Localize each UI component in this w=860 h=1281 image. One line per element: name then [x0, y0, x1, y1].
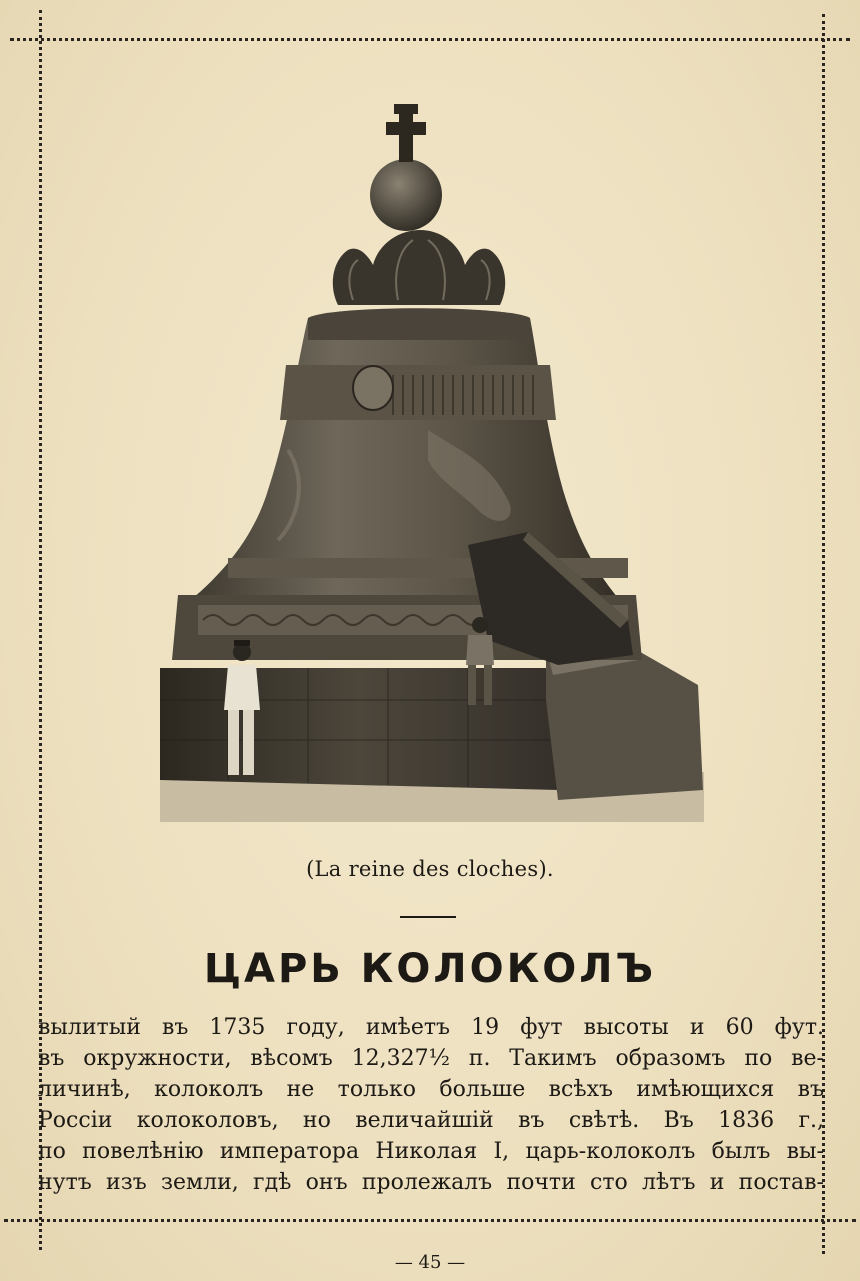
body-line: въ окружности, вѣсомъ 12,327½ п. Такимъ образомъ по ве- [38, 1046, 824, 1071]
body-line: нутъ изъ земли, гдѣ онъ пролежалъ почти сто лѣтъ и постав- [38, 1170, 824, 1195]
separator-rule [400, 916, 456, 918]
photo-caption: (La reine des cloches). [306, 857, 554, 881]
body-line: вылитый въ 1735 году, имѣетъ 19 фут высоты и 60 фут. [38, 1015, 824, 1040]
article-title: ЦАРЬ КОЛОКОЛЪ [203, 946, 657, 992]
body-line: Россіи колоколовъ, но величайшій въ свѣтѣ. Въ 1836 г., [38, 1108, 824, 1133]
body-line: личинѣ, колоколъ не только больше всѣхъ имѣющихся въ [38, 1077, 824, 1102]
tsar-bell-photograph [158, 100, 706, 825]
article-body [38, 1012, 824, 1198]
page-number: — 45 — [394, 1252, 466, 1273]
body-line: по повелѣнію императора Николая I, царь-колоколъ былъ вы- [38, 1139, 824, 1164]
top-border-line [10, 38, 850, 41]
bottom-border-line [4, 1219, 856, 1222]
